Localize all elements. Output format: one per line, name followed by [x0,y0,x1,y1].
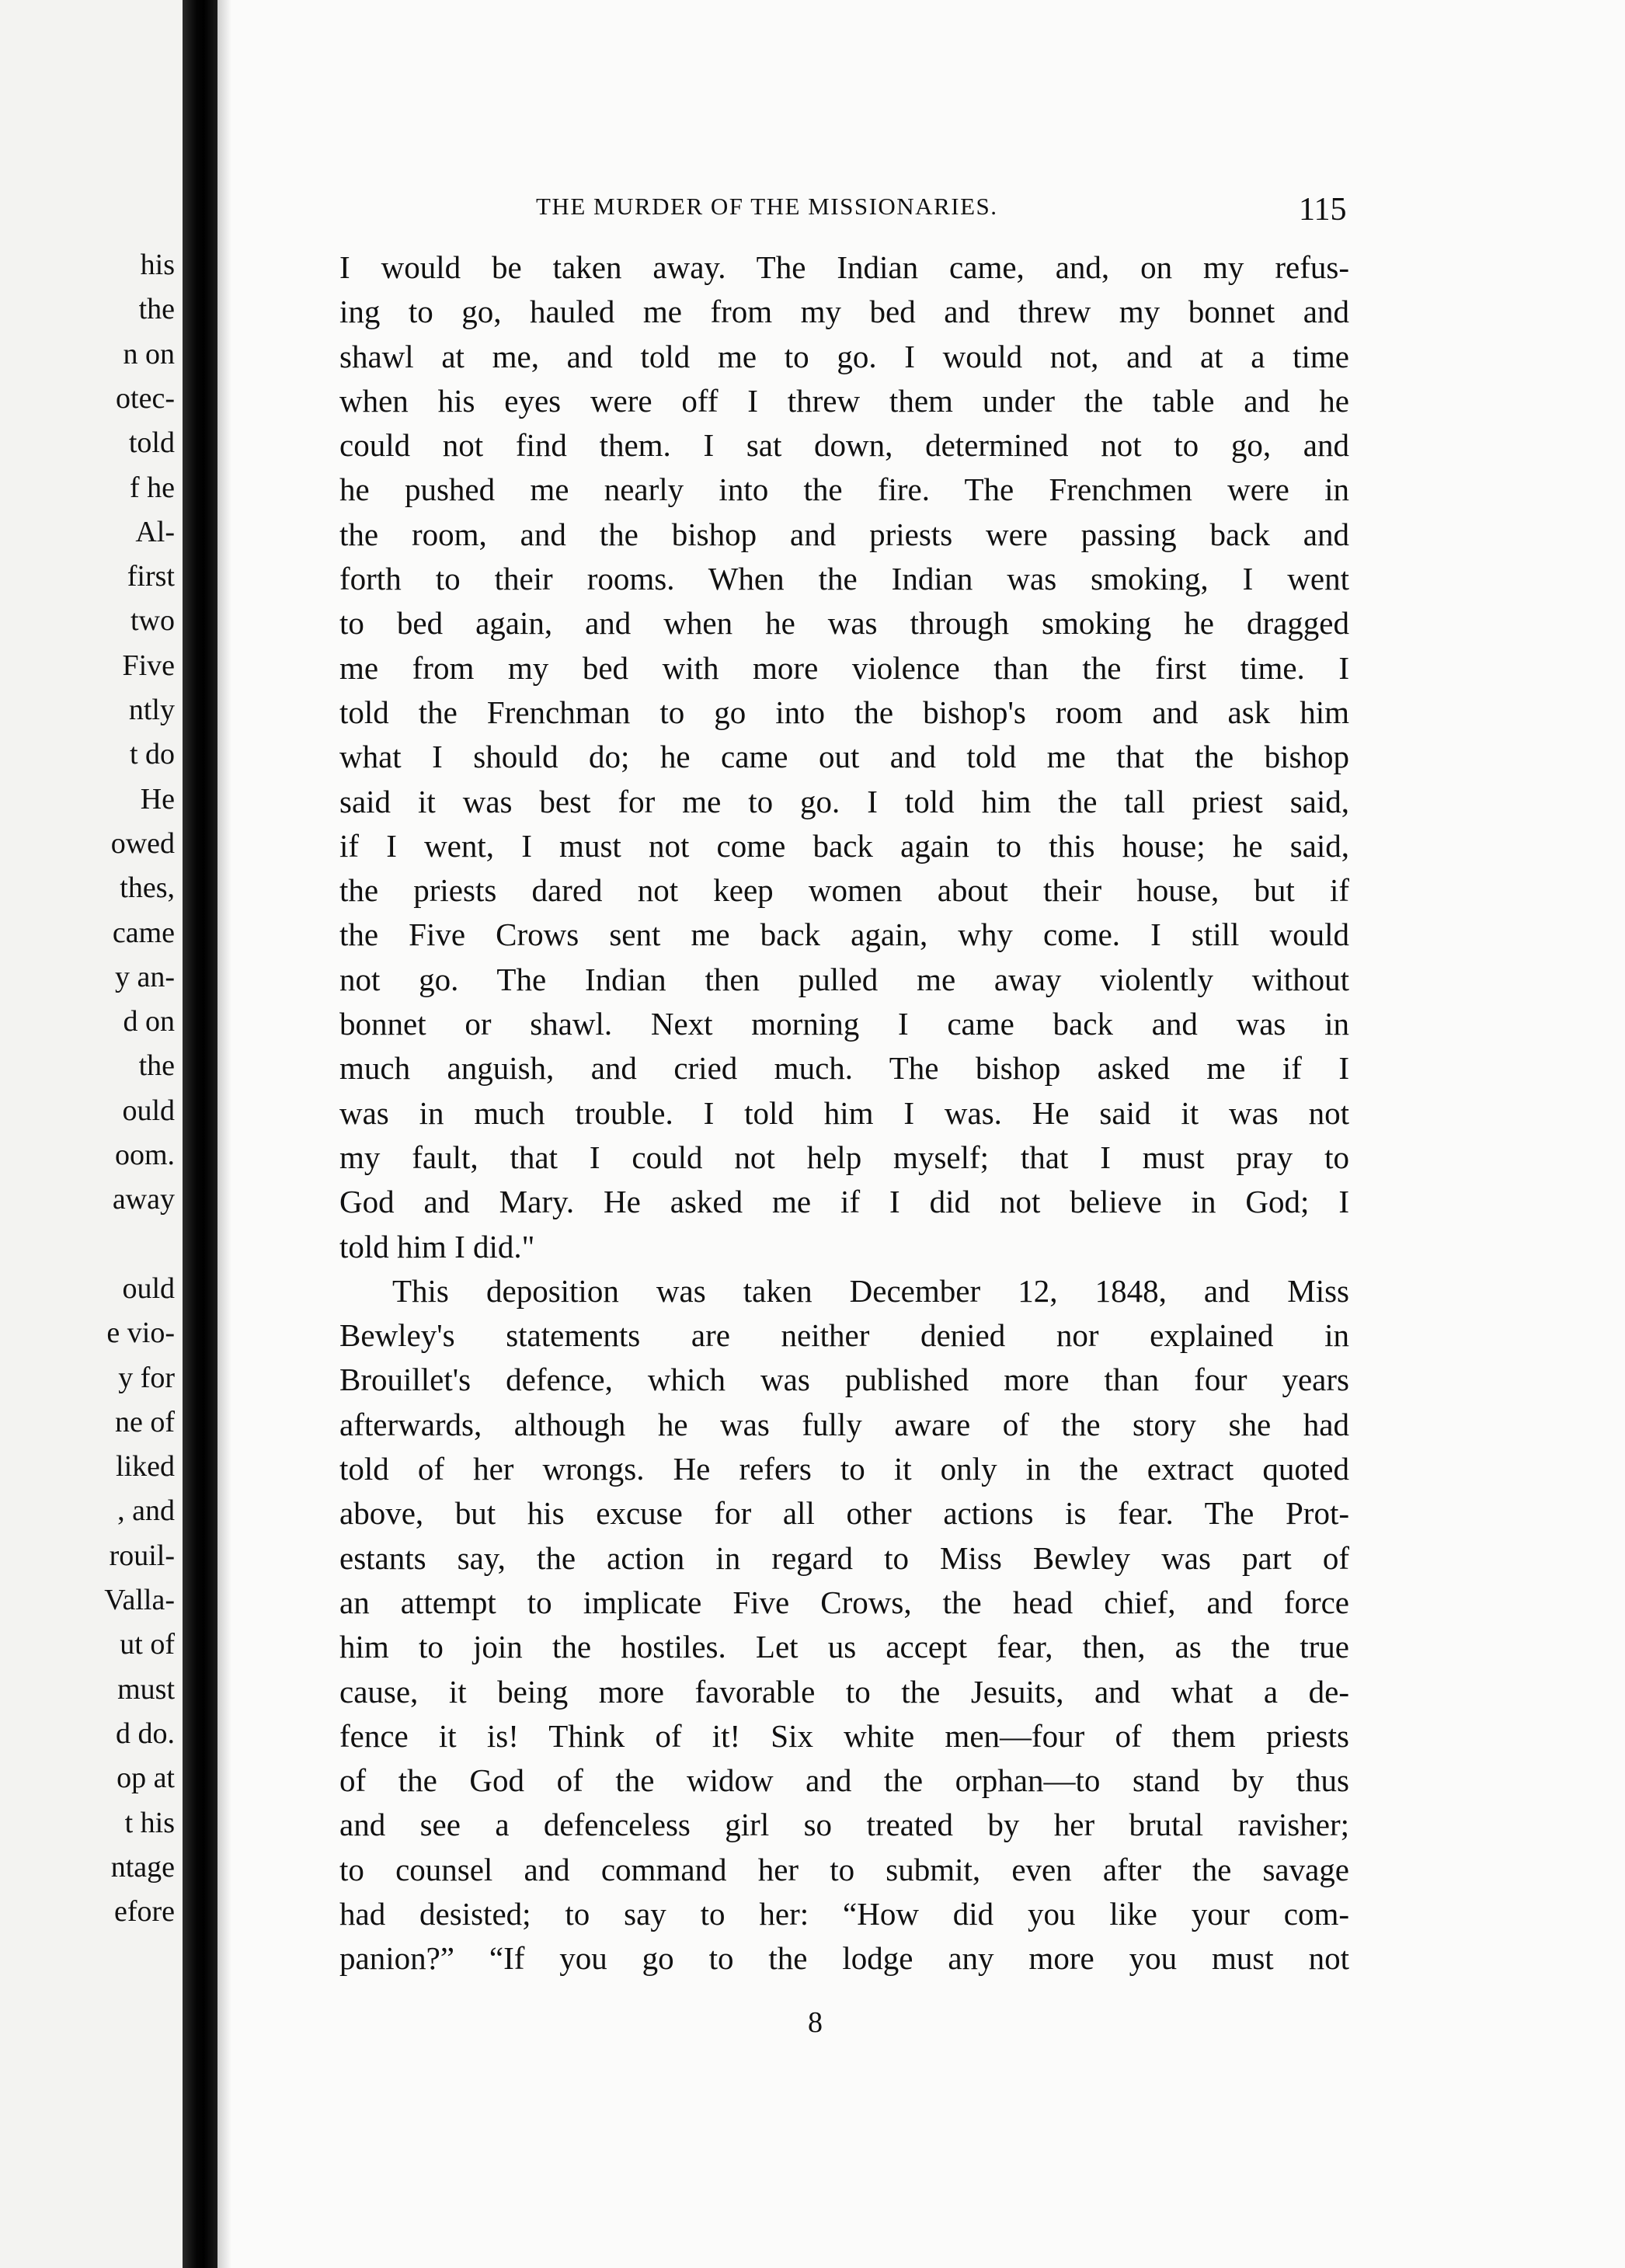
text-line: he pushed me nearly into the fire. The Frenchmen were in [339,471,1349,508]
text-line: what I should do; he came out and told me that the bishop [339,739,1349,775]
left-page-line: the [138,293,175,326]
left-page-line: d on [123,1005,175,1038]
left-page-line: his [140,249,175,281]
left-facing-page [0,0,183,2268]
text-line: Bewley's statements are neither denied nor explained in [339,1317,1349,1354]
text-line: to bed again, and when he was through smoking he dragged [339,605,1349,642]
left-page-line: t his [124,1806,175,1839]
left-page-line: told [128,426,175,460]
left-page-line: Five [122,649,175,682]
left-page-line: must [117,1672,175,1706]
text-line: told him I did." [339,1228,535,1264]
text-line: of the God of the widow and the orphan—to stand by thus [339,1762,1349,1799]
page-number: 115 [1299,192,1347,228]
text-line: my fault, that I could not help myself; that I must pray to [339,1139,1349,1175]
text-line: This deposition was taken December 12, 1848, and Miss [392,1272,1349,1309]
text-line: fence it is! Think of it! Six white men—four of them priests [339,1717,1349,1754]
text-line: estants say, the action in regard to Miss Bewley was part of [339,1539,1349,1576]
left-page-line: liked [116,1450,175,1484]
text-line: much anguish, and cried much. The bishop asked me if I [339,1050,1349,1087]
left-page-line: came [112,916,175,949]
text-line: was in much trouble. I told him I was. He said it was not [339,1094,1349,1131]
text-line: the room, and the bishop and priests were passing back and [339,516,1349,552]
left-page-line: otec- [116,381,175,415]
left-page-line: two [130,604,175,638]
text-line: forth to their rooms. When the Indian was smoking, I went [339,561,1349,597]
left-page-line: Al- [135,515,175,548]
text-line: the priests dared not keep women about their house, but if [339,872,1349,909]
left-page-line: y for [118,1361,175,1394]
left-page-line: ntly [128,694,175,726]
left-page-line: e vio- [106,1317,175,1350]
left-page-line: n on [123,337,175,370]
left-page-line: ould [122,1271,175,1305]
text-line: me from my bed with more violence than the first time. I [339,649,1349,686]
text-line: God and Mary. He asked me if I did not believe in God; I [339,1184,1349,1220]
left-page-line: oom. [114,1139,175,1171]
text-line: if I went, I must not come back again to this house; he said, [339,827,1349,864]
running-head: THE MURDER OF THE MISSIONARIES. [536,193,998,220]
right-page [217,0,1625,2268]
text-line: had desisted; to say to her: “How did you like your com- [339,1895,1349,1932]
text-line: I would be taken away. The Indian came, and, on my refus- [339,249,1349,285]
left-page-line: ntage [110,1850,175,1884]
left-page-line: f he [129,471,175,504]
left-page-line: first [127,560,175,593]
text-line: when his eyes were off I threw them under the table and he [339,382,1349,419]
text-line: afterwards, although he was fully aware of the story she had [339,1406,1349,1442]
left-page-line: t do [129,738,175,771]
left-page-line: away [112,1183,175,1216]
text-line: the Five Crows sent me back again, why come. I still would [339,917,1349,953]
text-line: cause, it being more favorable to the Jesuits, and what a de- [339,1673,1349,1710]
text-line: and see a defenceless girl so treated by her brutal ravisher; [339,1807,1349,1843]
left-page-line: rouil- [109,1539,175,1572]
text-line: could not find them. I sat down, determined not to go, and [339,427,1349,464]
text-line: an attempt to implicate Five Crows, the head chief, and force [339,1584,1349,1620]
left-page-line: owed [110,826,175,860]
left-page-line: y an- [114,960,175,993]
book-gutter [183,0,217,2268]
text-line: told the Frenchman to go into the bishop's room and ask him [339,694,1349,730]
left-page-line: thes, [120,871,175,905]
text-line: above, but his excuse for all other actions is fear. The Prot- [339,1495,1349,1532]
body-text [339,245,1349,1981]
left-page-line: the [138,1049,175,1083]
left-page-line: ne of [114,1405,175,1438]
text-line: to counsel and command her to submit, even after the savage [339,1851,1349,1887]
text-line: told of her wrongs. He refers to it only in the extract quoted [339,1451,1349,1487]
text-line: said it was best for me to go. I told him the tall priest said, [339,783,1349,819]
left-page-line: ut of [120,1628,175,1661]
text-line: him to join the hostiles. Let us accept fear, then, as the true [339,1629,1349,1665]
text-line: bonnet or shawl. Next morning I came back and was in [339,1006,1349,1042]
text-line: Brouillet's defence, which was published more than four years [339,1362,1349,1398]
text-line: shawl at me, and told me to go. I would not, and at a time [339,338,1349,374]
left-page-line: ould [122,1094,175,1127]
left-page-line: efore [113,1895,175,1929]
text-line: not go. The Indian then pulled me away violently without [339,961,1349,997]
text-line: panion?” “If you go to the lodge any more you must not [339,1940,1349,1977]
left-page-line: He [140,782,175,816]
text-line: ing to go, hauled me from my bed and threw my bonnet and [339,294,1349,330]
left-page-line: d do. [116,1717,175,1750]
left-page-line: Valla- [104,1584,175,1616]
left-page-line: , and [117,1494,175,1528]
left-page-line: op at [117,1762,175,1795]
signature-mark: 8 [808,2006,823,2039]
